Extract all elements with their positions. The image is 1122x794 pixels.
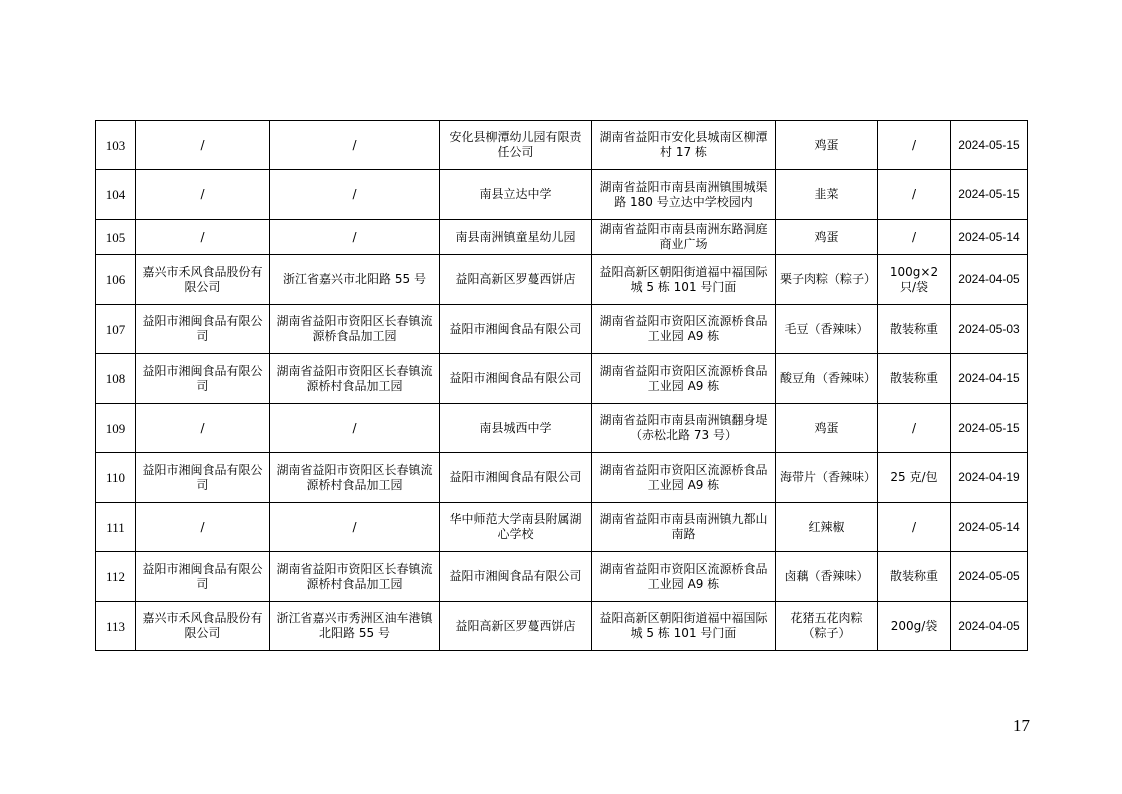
producer-address: 浙江省嘉兴市秀洲区油车港镇北阳路 55 号 [270, 602, 440, 651]
producer-name: 嘉兴市禾风食品股份有限公司 [136, 602, 270, 651]
sampled-unit-name: 益阳市湘闽食品有限公司 [440, 305, 592, 354]
row-number: 109 [96, 404, 136, 453]
producer-name: / [136, 121, 270, 170]
product-spec: 100g×2 只/袋 [878, 255, 951, 305]
product-spec: 散装称重 [878, 354, 951, 404]
product-spec: / [878, 503, 951, 552]
producer-name: 嘉兴市禾风食品股份有限公司 [136, 255, 270, 305]
row-number: 112 [96, 552, 136, 602]
producer-address: 湖南省益阳市资阳区长春镇流源桥村食品加工园 [270, 453, 440, 503]
product-name: 卤藕（香辣味） [776, 552, 878, 602]
sampled-unit-name: 南县南洲镇童星幼儿园 [440, 220, 592, 255]
sampled-unit-address: 湖南省益阳市安化县城南区柳潭村 17 栋 [592, 121, 776, 170]
product-name: 鸡蛋 [776, 404, 878, 453]
producer-name: / [136, 503, 270, 552]
producer-address: / [270, 121, 440, 170]
production-date: 2024-05-15 [951, 170, 1028, 220]
producer-address: / [270, 404, 440, 453]
producer-address: 湖南省益阳市资阳区长春镇流源桥村食品加工园 [270, 354, 440, 404]
table-row [96, 305, 1028, 354]
producer-name: 益阳市湘闽食品有限公司 [136, 305, 270, 354]
product-name: 鸡蛋 [776, 220, 878, 255]
product-spec: / [878, 121, 951, 170]
table-row [96, 121, 1028, 170]
row-number: 113 [96, 602, 136, 651]
table-row [96, 354, 1028, 404]
sampled-unit-address: 湖南省益阳市南县南洲镇九都山南路 [592, 503, 776, 552]
producer-address: / [270, 220, 440, 255]
row-number: 107 [96, 305, 136, 354]
product-spec: 200g/袋 [878, 602, 951, 651]
sampled-unit-name: 南县立达中学 [440, 170, 592, 220]
product-name: 花猪五花肉粽（粽子） [776, 602, 878, 651]
product-spec: 25 克/包 [878, 453, 951, 503]
product-name: 韭菜 [776, 170, 878, 220]
sampled-unit-name: 益阳市湘闽食品有限公司 [440, 552, 592, 602]
sampled-unit-address: 湖南省益阳市资阳区流源桥食品工业园 A9 栋 [592, 552, 776, 602]
producer-address: / [270, 170, 440, 220]
production-date: 2024-05-03 [951, 305, 1028, 354]
sampled-unit-address: 益阳高新区朝阳街道福中福国际城 5 栋 101 号门面 [592, 255, 776, 305]
producer-name: 益阳市湘闽食品有限公司 [136, 552, 270, 602]
product-name: 栗子肉粽（粽子） [776, 255, 878, 305]
table-row [96, 552, 1028, 602]
production-date: 2024-04-05 [951, 602, 1028, 651]
sampled-unit-name: 南县城西中学 [440, 404, 592, 453]
table-row [96, 503, 1028, 552]
production-date: 2024-05-15 [951, 121, 1028, 170]
table-row [96, 255, 1028, 305]
row-number: 111 [96, 503, 136, 552]
row-number: 103 [96, 121, 136, 170]
sampled-unit-name: 益阳高新区罗蔓西饼店 [440, 602, 592, 651]
table-row [96, 602, 1028, 651]
sampled-unit-address: 湖南省益阳市资阳区流源桥食品工业园 A9 栋 [592, 354, 776, 404]
sampled-unit-address: 湖南省益阳市资阳区流源桥食品工业园 A9 栋 [592, 305, 776, 354]
producer-address: 浙江省嘉兴市北阳路 55 号 [270, 255, 440, 305]
producer-name: / [136, 220, 270, 255]
table-row [96, 404, 1028, 453]
production-date: 2024-04-15 [951, 354, 1028, 404]
product-name: 鸡蛋 [776, 121, 878, 170]
production-date: 2024-05-15 [951, 404, 1028, 453]
table-row [96, 170, 1028, 220]
row-number: 106 [96, 255, 136, 305]
table-body [96, 121, 1028, 651]
sampled-unit-name: 华中师范大学南县附属湖心学校 [440, 503, 592, 552]
product-spec: 散装称重 [878, 305, 951, 354]
product-name: 海带片（香辣味） [776, 453, 878, 503]
product-name: 红辣椒 [776, 503, 878, 552]
sampled-unit-name: 益阳市湘闽食品有限公司 [440, 453, 592, 503]
row-number: 108 [96, 354, 136, 404]
production-date: 2024-05-14 [951, 503, 1028, 552]
page-number: 17 [1013, 716, 1030, 735]
production-date: 2024-05-05 [951, 552, 1028, 602]
production-date: 2024-05-14 [951, 220, 1028, 255]
producer-name: 益阳市湘闽食品有限公司 [136, 354, 270, 404]
sampled-unit-name: 安化县柳潭幼儿园有限责任公司 [440, 121, 592, 170]
sampled-unit-name: 益阳市湘闽食品有限公司 [440, 354, 592, 404]
producer-address: 湖南省益阳市资阳区长春镇流源桥食品加工园 [270, 305, 440, 354]
product-spec: 散装称重 [878, 552, 951, 602]
production-date: 2024-04-19 [951, 453, 1028, 503]
producer-name: / [136, 404, 270, 453]
product-name: 毛豆（香辣味） [776, 305, 878, 354]
sampled-unit-name: 益阳高新区罗蔓西饼店 [440, 255, 592, 305]
sampled-unit-address: 湖南省益阳市南县南洲镇翻身堤（赤松北路 73 号） [592, 404, 776, 453]
sampled-unit-address: 益阳高新区朝阳街道福中福国际城 5 栋 101 号门面 [592, 602, 776, 651]
table-row [96, 220, 1028, 255]
product-spec: / [878, 170, 951, 220]
producer-address: 湖南省益阳市资阳区长春镇流源桥村食品加工园 [270, 552, 440, 602]
product-spec: / [878, 220, 951, 255]
sampled-unit-address: 湖南省益阳市资阳区流源桥食品工业园 A9 栋 [592, 453, 776, 503]
sampling-results-table [95, 120, 1028, 651]
sampled-unit-address: 湖南省益阳市南县南洲东路洞庭商业广场 [592, 220, 776, 255]
row-number: 105 [96, 220, 136, 255]
production-date: 2024-04-05 [951, 255, 1028, 305]
product-spec: / [878, 404, 951, 453]
product-name: 酸豆角（香辣味） [776, 354, 878, 404]
producer-address: / [270, 503, 440, 552]
row-number: 104 [96, 170, 136, 220]
sampled-unit-address: 湖南省益阳市南县南洲镇围城渠路 180 号立达中学校园内 [592, 170, 776, 220]
table-row [96, 453, 1028, 503]
producer-name: / [136, 170, 270, 220]
row-number: 110 [96, 453, 136, 503]
producer-name: 益阳市湘闽食品有限公司 [136, 453, 270, 503]
